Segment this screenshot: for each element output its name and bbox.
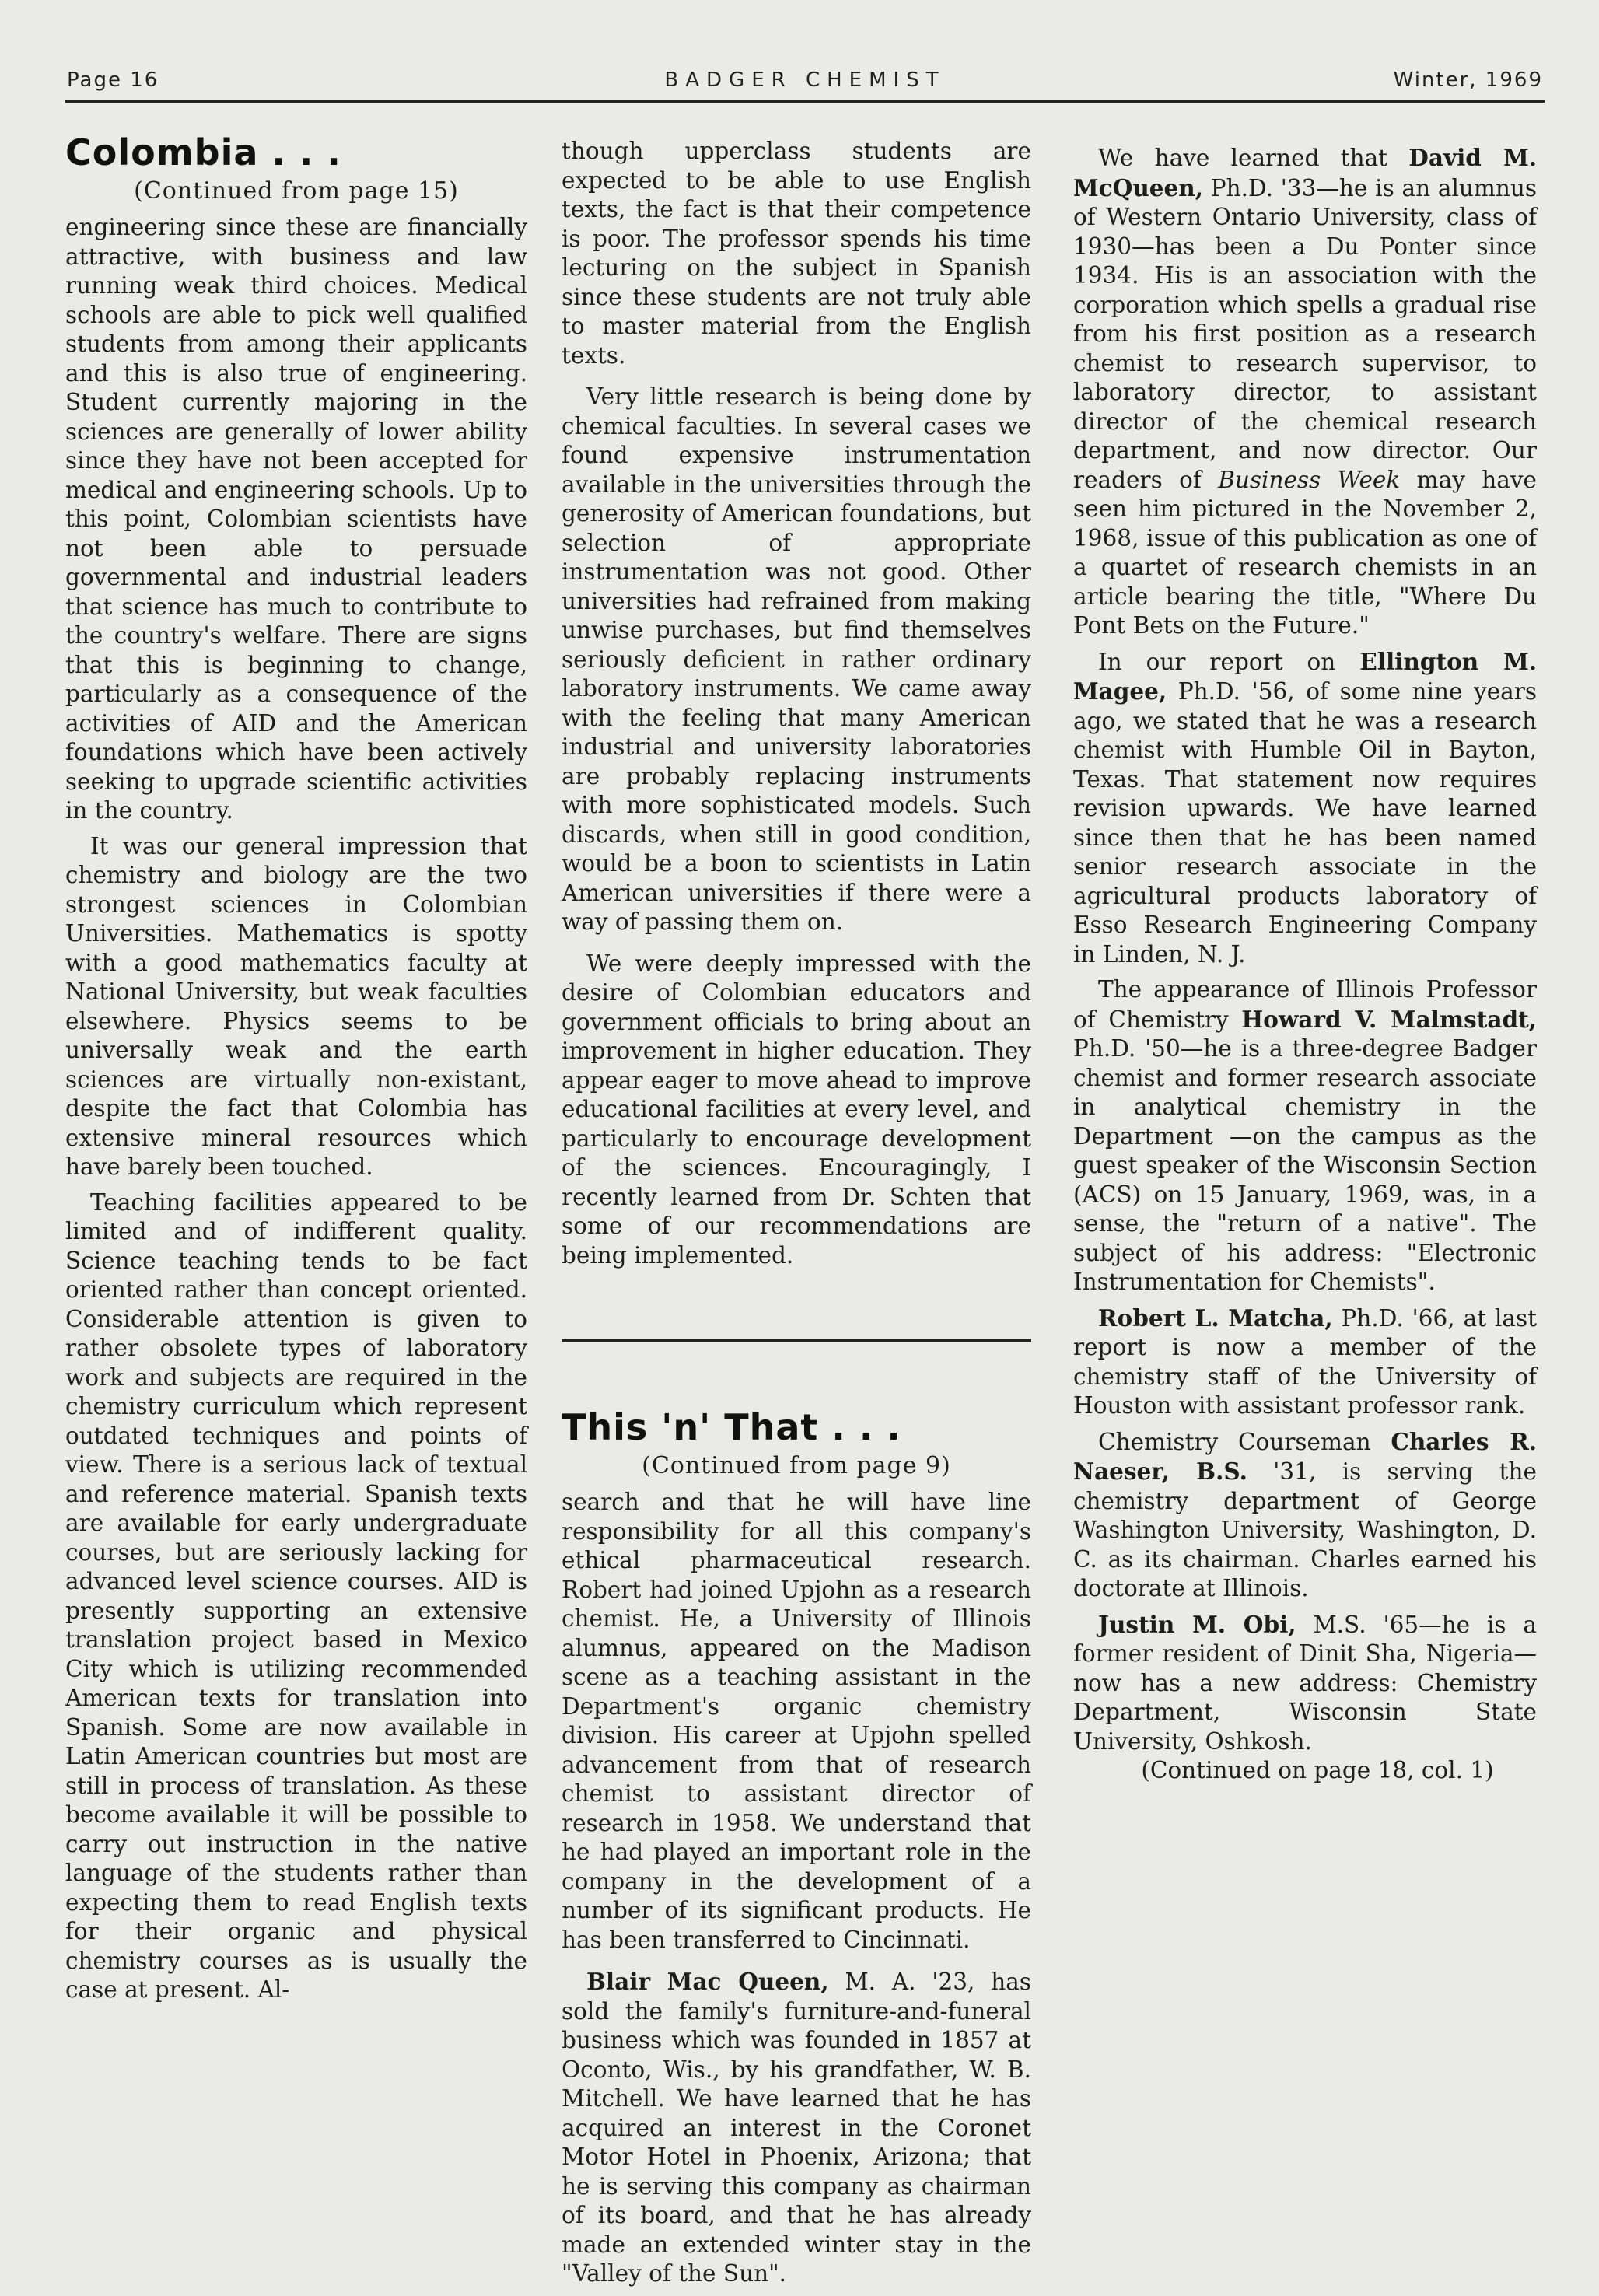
person-name: David M. McQueen,: [1073, 144, 1537, 201]
continued-on-note: (Continued on page 18, col. 1): [1141, 1757, 1494, 1783]
paragraph-text: Ph.D. '66, at last report is now a member of the chemistry staff of the University of Houston with assistant professor rank.: [1073, 1304, 1537, 1419]
person-name: Blair Mac Queen,: [586, 1968, 829, 1995]
column-2: [562, 137, 1031, 2289]
paragraph-text: Ph.D. '33—he is an alumnus of Western Ontario University, class of 1930—has been a Du Ponter since 1934. His is an association with the corporation which spells a gradual rise from his first position as a research chemist to research supervisor, to laboratory director, to assistant director of the chemical research department, and now director. Our readers of: [1073, 174, 1537, 493]
this-n-that-paragraph-1: search and that he will have line responsibility for all this company's ethical pharmaceutical research. Robert had joined Upjohn as a research chemist. He, a University of Illinois alumnus, appeared on the Madison scene as a teaching assistant in the Department's organic chemistry division. His career at Upjohn spelled advancement from that of research chemist to assistant director of research in 1958. We understand that he had played an important role in the company in the development of a number of its significant products. He has been transferred to Cincinnati.: [562, 1489, 1031, 1953]
section-divider: [562, 1339, 1031, 1342]
column-3: [1073, 137, 1537, 1786]
colombia-continued: (Continued from page 15): [134, 177, 459, 205]
this-n-that-paragraph-5: [1073, 975, 1537, 1297]
colombia-paragraph-5: Very little research is being done by chemical faculties. In several cases we found expensive instrumentation available in the universities through the generosity of American foundations, but selection of appropriate instrumentation was not good. Other universities had refrained from making unwise purchases, but find themselves seriously deficient in rather ordinary laboratory instruments. We came away with the feeling that many American industrial and university laboratories are probably replacing instruments with more sophisticated models. Such discards, when still in good condition, would be a boon to scientists in Latin American universities if there were a way of passing them on.: [562, 383, 1031, 935]
paragraph-text: Chemistry Courseman: [1098, 1428, 1391, 1455]
publication-title: BADGER CHEMIST: [664, 68, 946, 92]
colombia-paragraph-1: engineering since these are financially attractive, with business and law running weak third choices. Medical schools are able to pick well qualified students from among their applicants and this is also true of engineering. Student currently majoring in the sciences are generally of lower ability since they have not been accepted for medical and engineering schools. Up to this point, Colombian scientists have not been able to persuade governmental and industrial leaders that science has much to contribute to the country's welfare. There are signs that this is beginning to change, particularly as a consequence of the activities of AID and the American foundations which have been actively seeking to upgrade scientific activities in the country.: [65, 214, 527, 824]
person-name: Justin M. Obi,: [1098, 1610, 1296, 1638]
this-n-that-paragraph-6: [1073, 1304, 1537, 1421]
paragraph-text: '31, is serving the chemistry department of George Washington University, Washington, D. C. as its chairman. Charles earned his doctorate at Illinois.: [1073, 1458, 1537, 1601]
colombia-paragraph-6: We were deeply impressed with the desire of Colombian educators and government officials to bring about an improvement in higher education. They appear eager to move ahead to improve educational facilities at every level, and particularly to encourage development of the sciences. Encouragingly, I recently learned from Dr. Schten that some of our recommendations are being implemented.: [562, 950, 1031, 1269]
this-n-that-title: This 'n' That . . .: [562, 1406, 901, 1448]
paragraph-text: Ph.D. '50—he is a three-degree Badger chemist and former research associate in analytical chemistry in the Department —on the campus as the guest speaker of the Wisconsin Section (ACS) on 15 January, 1969, was, in a sense, the "return of a native". The subject of his address: "Electronic Instrumentation for Chemists".: [1073, 1035, 1537, 1295]
publication-name: Business Week: [1218, 466, 1401, 493]
issue-date: Winter, 1969: [1393, 68, 1543, 92]
paragraph-text: In our report on: [1098, 648, 1360, 675]
page-header: [67, 65, 1543, 96]
colombia-paragraph-2: It was our general impression that chemistry and biology are the two strongest sciences in Colombian Universities. Mathematics is spotty with a good mathematics faculty at National University, but weak faculties elsewhere. Physics seems to be universally weak and the earth sciences are virtually non-existant, despite the fact that Colombia has extensive mineral resources which have barely been touched.: [65, 832, 527, 1180]
paragraph-text: M. A. '23, has sold the family's furniture-and-funeral business which was founded in 1857 at Oconto, Wis., by his grandfather, W. B. Mitchell. We have learned that he has acquired an interest in the Coronet Motor Hotel in Phoenix, Arizona; that he is serving this company as chairman of its board, and that he has already made an extended winter stay in the "Valley of the Sun".: [562, 1969, 1031, 2287]
this-n-that-paragraph-2: [562, 1967, 1031, 2289]
paragraph-text: M.S. '65—he is a former resident of Dinit Sha, Nigeria—now has a new address: Chemistry Department, Wisconsin State University, Oshkosh.: [1073, 1611, 1537, 1755]
this-n-that-paragraph-7: [1073, 1427, 1537, 1604]
paragraph-text: may have seen him pictured in the November 2, 1968, issue of this publication as one of a quartet of research chemists in an article bearing the title, "Where Du Pont Bets on the Future.": [1073, 466, 1537, 639]
person-name: Ellington M. Magee,: [1073, 647, 1537, 705]
person-name: Robert L. Matcha,: [1098, 1304, 1333, 1332]
person-name: Howard V. Malmstadt,: [1241, 1005, 1537, 1033]
person-name: Charles R. Naeser, B.S.: [1073, 1427, 1537, 1485]
colombia-title: Colombia . . .: [65, 131, 341, 173]
page-number: Page 16: [67, 68, 159, 92]
this-n-that-continued: (Continued from page 9): [642, 1452, 951, 1479]
this-n-that-paragraph-8: [1073, 1610, 1537, 1757]
paragraph-text: We have learned that: [1098, 145, 1409, 171]
paragraph-text: Ph.D. '56, of some nine years ago, we stated that he was a research chemist with Humble Oil in Bayton, Texas. That statement now requires revision upwards. We have learned since then that he has been named senior research associate in the agricultural products laboratory of Esso Research Engineering Company in Linden, N. J.: [1073, 678, 1537, 968]
this-n-that-paragraph-4: [1073, 647, 1537, 970]
paragraph-text: The appearance of Illinois Professor of Chemistry: [1073, 976, 1537, 1033]
colombia-paragraph-3: Teaching facilities appeared to be limited and of indifferent quality. Science teaching tends to be fact oriented rather than concept oriented. Considerable attention is given to rather obsolete types of laboratory work and subjects are required in the chemistry curriculum which represent outdated techniques and points of view. There is a serious lack of textual and reference material. Spanish texts are available for early undergraduate courses, but are seriously lacking for advanced level science courses. AID is presently supporting an extensive translation project based in Mexico City which is utilizing recommended American texts for translation into Spanish. Some are now available in Latin American countries but most are still in process of translation. As these become available it will be possible to carry out instruction in the native language of the students rather than expecting them to read English texts for their organic and physical chemistry courses as is usually the case at present. Al-: [65, 1188, 527, 2003]
colombia-paragraph-4: though upperclass students are expected to be able to use English texts, the fact is that their competence is poor. The professor spends his time lecturing on the subject in Spanish since these students are not truly able to master material from the English texts.: [562, 138, 1031, 369]
column-1: [65, 132, 527, 2005]
header-rule: [65, 100, 1545, 103]
this-n-that-paragraph-3: [1073, 143, 1537, 641]
